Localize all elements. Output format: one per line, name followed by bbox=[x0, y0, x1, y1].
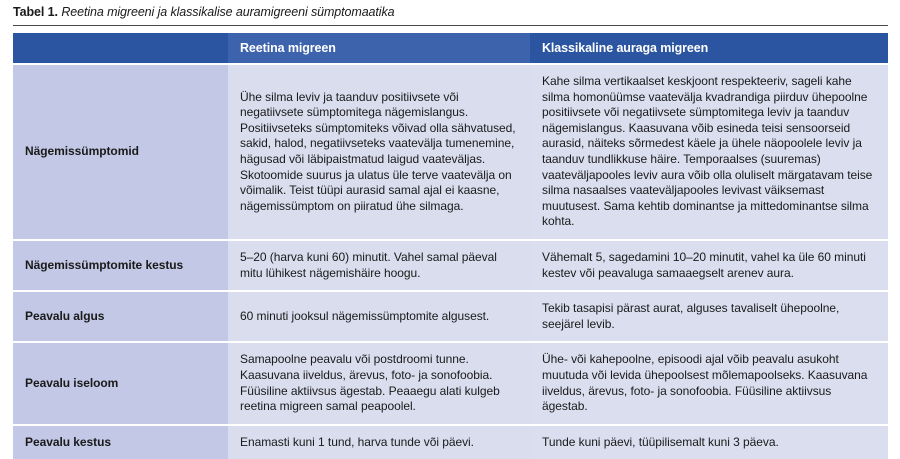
table-row bbox=[13, 425, 888, 459]
cell-retinal: Samapoolne peavalu või postdroomi tunne. Kaasuvana iiveldus, ärevus, foto- ja sonofoobia. Füüsiline aktiivsus ägestab. Peaaegu alati kulgeb reetina migreen samal peapoolel. bbox=[228, 342, 530, 424]
symptom-comparison-table bbox=[13, 33, 888, 459]
table-row bbox=[13, 240, 888, 291]
table-row bbox=[13, 64, 888, 240]
row-label: Nägemissümptomite kestus bbox=[13, 240, 228, 291]
row-label: Peavalu iseloom bbox=[13, 342, 228, 424]
cell-retinal: Enamasti kuni 1 tund, harva tunde või päevi. bbox=[228, 425, 530, 459]
cell-classic: Vähemalt 5, sagedamini 10–20 minutit, vahel ka üle 60 minuti kestev või peavaluga samaaegselt arenev aura. bbox=[530, 240, 888, 291]
cell-classic: Tunde kuni päevi, tüüpilisemalt kuni 3 päeva. bbox=[530, 425, 888, 459]
table-row bbox=[13, 342, 888, 424]
table-header-row bbox=[13, 33, 888, 64]
cell-classic: Ühe- või kahepoolne, episoodi ajal võib peavalu asukoht muutuda või levida ühepoolsest mõlemapoolseks. Kaasuvana iiveldus, ärevus, foto- ja sonofoobia. Füüsiline aktiivsus ägestab. bbox=[530, 342, 888, 424]
cell-classic: Kahe silma vertikaalset keskjoont respekteeriv, sageli kahe silma homonüümse vaatevälja kvadrandiga piirduv ühepoolne positiivsete või negatiivsete sümptomitega leviv ja taanduv nägemislangus. Kaasuvana võib esineda teisi sensoorseid aurasid, näiteks sõrmedest käele ja ühele näopoolele leviv ja taanduv tundlikkuse häire. Temporaalses (suuremas) vaateväljapooles leviv aura võib olla oluliselt märgatavam teise silma nasaalses vaateväljapooles levivast väiksemast muutusest. Sama kehtib dominantse ja mittedominantse silma kohta. bbox=[530, 64, 888, 240]
column-header-classic-migraine: Klassikaline auraga migreen bbox=[530, 33, 888, 64]
caption-label: Tabel 1. bbox=[13, 5, 58, 19]
column-header-retinal-migraine: Reetina migreen bbox=[228, 33, 530, 64]
caption-text: Reetina migreeni ja klassikalise auramigreeni sümptomaatika bbox=[61, 5, 395, 19]
cell-retinal: 60 minuti jooksul nägemissümptomite algusest. bbox=[228, 291, 530, 342]
table-body bbox=[13, 64, 888, 459]
cell-retinal: Ühe silma leviv ja taanduv positiivsete või negatiivsete sümptomitega nägemislangus. Positiivseteks sümptomiteks võivad olla sähvatused, sakid, halod, negatiivseteks vaatevälja tumenemine, hägusad või läbipaistmatud laigud vaateväljas. Skotoomide suurus ja ulatus üle terve vaatevälja on võimalik. Teist tüüpi aurasid samal ajal ei kaasne, nägemissümptom on piiratud ühe silmaga. bbox=[228, 64, 530, 240]
row-label: Peavalu kestus bbox=[13, 425, 228, 459]
cell-retinal: 5–20 (harva kuni 60) minutit. Vahel samal päeval mitu lühikest nägemishäire hoogu. bbox=[228, 240, 530, 291]
table-caption bbox=[13, 4, 888, 20]
table-row bbox=[13, 291, 888, 342]
row-label: Peavalu algus bbox=[13, 291, 228, 342]
cell-classic: Tekib tasapisi pärast aurat, alguses tavaliselt ühepoolne, seejärel levib. bbox=[530, 291, 888, 342]
caption-divider bbox=[13, 25, 888, 26]
row-label: Nägemissümptomid bbox=[13, 64, 228, 240]
column-header-feature bbox=[13, 33, 228, 64]
table-header bbox=[13, 33, 888, 64]
